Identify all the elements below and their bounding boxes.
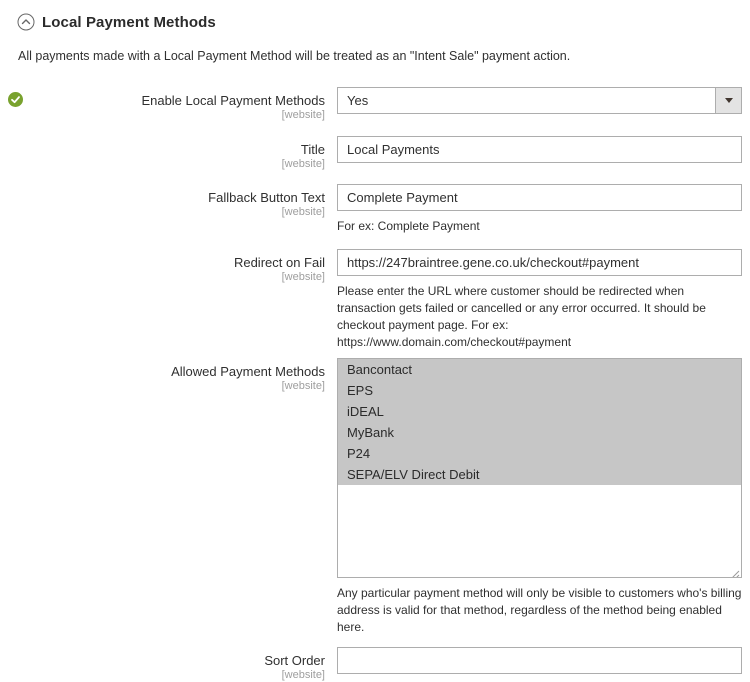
field-label-cell xyxy=(0,87,325,122)
redirect-note: Please enter the URL where customer should be redirected when transaction gets failed or cancelled or any error occurred. It should be checkout payment page. For ex: https://www.domain.com/checkout#payment xyxy=(337,284,706,349)
redirect-on-fail-input[interactable] xyxy=(337,249,742,276)
fallback-scope: [website] xyxy=(281,206,325,218)
enable-scope: [website] xyxy=(281,109,325,121)
field-row-title xyxy=(0,136,750,171)
section-title: Local Payment Methods xyxy=(42,13,216,31)
field-input-cell xyxy=(337,184,742,235)
enable-select[interactable] xyxy=(337,87,742,114)
field-row-allowed xyxy=(0,358,750,636)
field-label-cell xyxy=(0,358,325,636)
field-input-cell xyxy=(337,136,742,171)
fallback-button-text-input[interactable] xyxy=(337,184,742,211)
collapse-section-button[interactable] xyxy=(17,13,35,31)
multiselect-option[interactable]: SEPA/ELV Direct Debit xyxy=(338,464,741,485)
enable-label: Enable Local Payment Methods xyxy=(141,93,325,108)
title-label: Title xyxy=(300,142,325,157)
multiselect-option[interactable]: iDEAL xyxy=(338,401,741,422)
multiselect-option[interactable]: EPS xyxy=(338,380,741,401)
multiselect-option[interactable]: MyBank xyxy=(338,422,741,443)
section-header xyxy=(0,0,750,31)
fallback-note: For ex: Complete Payment xyxy=(337,219,480,233)
settings-form xyxy=(0,87,750,682)
multiselect-option[interactable]: P24 xyxy=(338,443,741,464)
enable-select-toggle-button[interactable] xyxy=(715,88,741,113)
title-scope: [website] xyxy=(281,158,325,170)
allowed-note: Any particular payment method will only be visible to customers who's billing address is valid for that method, regardless of the method being enabled here. xyxy=(337,586,742,634)
fallback-label: Fallback Button Text xyxy=(208,190,325,205)
field-input-cell xyxy=(337,87,742,122)
field-input-cell xyxy=(337,358,742,636)
multiselect-options xyxy=(338,359,741,485)
sort-order-input[interactable] xyxy=(337,647,742,674)
field-label-cell xyxy=(0,647,325,682)
field-label-cell xyxy=(0,184,325,235)
field-input-cell xyxy=(337,249,742,351)
field-input-cell xyxy=(337,647,742,682)
redirect-label: Redirect on Fail xyxy=(233,255,325,270)
allowed-payment-methods-select[interactable] xyxy=(337,358,742,578)
allowed-scope: [website] xyxy=(281,380,325,392)
chevron-up-circle-icon xyxy=(17,13,35,31)
field-label-cell xyxy=(0,136,325,171)
resize-grip-icon[interactable] xyxy=(730,566,740,576)
field-label-cell xyxy=(0,249,325,351)
field-row-redirect xyxy=(0,249,750,351)
title-input[interactable] xyxy=(337,136,742,163)
sort-order-scope: [website] xyxy=(281,669,325,681)
check-circle-icon xyxy=(8,92,23,107)
field-row-sort-order xyxy=(0,647,750,682)
multiselect-option[interactable]: Bancontact xyxy=(338,359,741,380)
sort-order-label: Sort Order xyxy=(264,653,325,668)
field-row-enable xyxy=(0,87,750,122)
field-row-fallback xyxy=(0,184,750,235)
redirect-scope: [website] xyxy=(281,271,325,283)
allowed-label: Allowed Payment Methods xyxy=(171,364,325,379)
enable-select-value: Yes xyxy=(347,93,369,108)
section-description: All payments made with a Local Payment Method will be treated as an "Intent Sale" payment action. xyxy=(18,49,571,63)
caret-down-icon xyxy=(725,98,733,103)
